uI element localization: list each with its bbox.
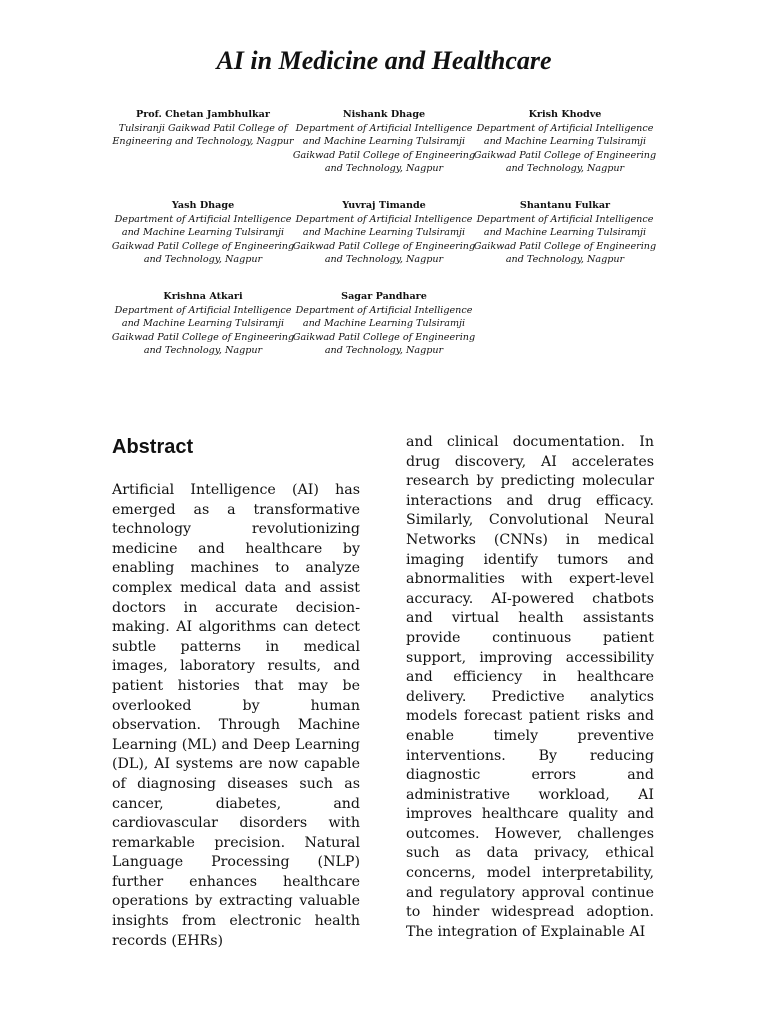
author-block — [472, 108, 658, 176]
author-block — [291, 199, 477, 267]
author-name: Nishank Dhage — [342, 109, 426, 120]
author-affiliation: Department of Artificial Intelligence and Machine Learning Tulsiramji Gaikwad Patil College of Engineering and Technology, Nagpur — [111, 213, 295, 266]
author-name: Shantanu Fulkar — [519, 200, 611, 211]
author-name: Prof. Chetan Jambhulkar — [136, 109, 270, 120]
author-block — [110, 290, 296, 358]
abstract-text-left: Artificial Intelligence (AI) has emerged as a transformative technology revolutionizing medicine and healthcare by enabling machines to analyze complex medical data and assist doctors in accurate decision-making. AI algorithms can detect subtle patterns in medical images, laboratory results, and patient histories that may be overlooked by human observation. Through Machine Learning (ML) and Deep Learning (DL), AI systems are now capable of diagnosing diseases such as cancer, diabetes, and cardiovascular disorders with remarkable precision. Natural Language Processing (NLP) further enhances healthcare operations by extracting valuable insights from electronic health records (EHRs) — [112, 482, 360, 949]
author-affiliation: Department of Artificial Intelligence and Machine Learning Tulsiramji Gaikwad Patil College of Engineering and Technology, Nagpur — [292, 304, 476, 357]
author-block — [291, 108, 477, 176]
author-affiliation: Department of Artificial Intelligence and Machine Learning Tulsiramji Gaikwad Patil College of Engineering and Technology, Nagpur — [111, 304, 295, 357]
author-name: Yash Dhage — [171, 200, 235, 211]
author-name: Krishna Atkari — [163, 291, 243, 302]
abstract-column-right — [406, 433, 654, 942]
author-block — [110, 199, 296, 267]
author-affiliation: Department of Artificial Intelligence and Machine Learning Tulsiramji Gaikwad Patil College of Engineering and Technology, Nagpur — [473, 122, 657, 175]
author-block — [291, 290, 477, 358]
author-name: Yuvraj Timande — [342, 200, 426, 211]
abstract-column-left — [112, 481, 360, 951]
author-name: Sagar Pandhare — [341, 291, 427, 302]
author-affiliation: Tulsiranji Gaikwad Patil College of Engineering and Technology, Nagpur — [112, 122, 294, 148]
author-name: Krish Khodve — [528, 109, 602, 120]
author-affiliation: Department of Artificial Intelligence and Machine Learning Tulsiramji Gaikwad Patil College of Engineering and Technology, Nagpur — [473, 213, 657, 266]
author-block — [110, 108, 296, 149]
author-block — [472, 199, 658, 267]
author-affiliation: Department of Artificial Intelligence and Machine Learning Tulsiramji Gaikwad Patil College of Engineering and Technology, Nagpur — [292, 122, 476, 175]
author-affiliation: Department of Artificial Intelligence and Machine Learning Tulsiramji Gaikwad Patil College of Engineering and Technology, Nagpur — [292, 213, 476, 266]
abstract-text-right: and clinical documentation. In drug discovery, AI accelerates research by predicting molecular interactions and drug efficacy. Similarly, Convolutional Neural Networks (CNNs) in medical imaging identify tumors and abnormalities with expert-level accuracy. AI-powered chatbots and virtual health assistants provide continuous patient support, improving accessibility and efficiency in healthcare delivery. Predictive analytics models forecast patient risks and enable timely preventive interventions. By reducing diagnostic errors and administrative workload, AI improves healthcare quality and outcomes. However, challenges such as data privacy, ethical concerns, model interpretability, and regulatory approval continue to hinder widespread adoption. The integration of Explainable AI — [406, 434, 654, 940]
abstract-heading: Abstract — [112, 436, 194, 458]
paper-title: AI in Medicine and Healthcare — [216, 46, 552, 75]
